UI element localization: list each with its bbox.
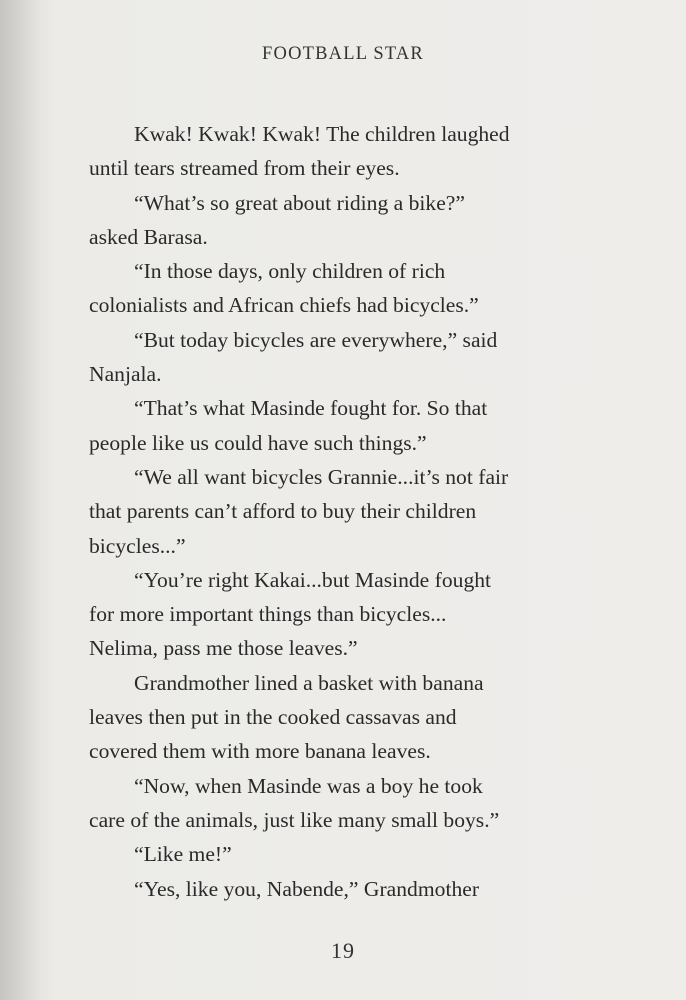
text-line: Nelima, pass me those leaves.”: [89, 636, 358, 661]
text-line: until tears streamed from their eyes.: [89, 156, 400, 181]
text-line: Kwak! Kwak! Kwak! The children laughed: [134, 122, 510, 146]
text-line: Nanjala.: [89, 362, 162, 387]
text-line: for more important things than bicycles...: [89, 602, 447, 627]
running-head: FOOTBALL STAR: [262, 44, 424, 64]
text-line: people like us could have such things.”: [89, 430, 427, 455]
text-line: colonialists and African chiefs had bicycles.”: [89, 293, 479, 318]
text-line: bicycles...”: [89, 533, 186, 558]
text-line: “We all want bicycles Grannie...it’s not fair: [134, 464, 509, 489]
text-line: “In those days, only children of rich: [134, 259, 446, 284]
text-line: “Yes, like you, Nabende,” Grandmother: [134, 876, 480, 901]
text-line: Grandmother lined a basket with banana: [134, 670, 484, 695]
text-line: leaves then put in the cooked cassavas and: [89, 705, 457, 730]
gutter-shadow: [0, 0, 55, 1000]
text-line: covered them with more banana leaves.: [89, 739, 431, 764]
text-line: “What’s so great about riding a bike?”: [134, 190, 465, 215]
text-line: that parents can’t afford to buy their children: [89, 499, 477, 524]
text-line: “You’re right Kakai...but Masinde fought: [134, 567, 492, 592]
text-line: “But today bicycles are everywhere,” said: [134, 327, 498, 352]
text-line: “Now, when Masinde was a boy he took: [134, 773, 483, 798]
page-number: 19: [331, 938, 355, 963]
text-line: care of the animals, just like many small boys.”: [89, 807, 500, 832]
text-line: “That’s what Masinde fought for. So that: [134, 396, 488, 421]
text-line: asked Barasa.: [89, 224, 208, 249]
body-text: [89, 117, 589, 906]
text-line: “Like me!”: [134, 842, 232, 867]
